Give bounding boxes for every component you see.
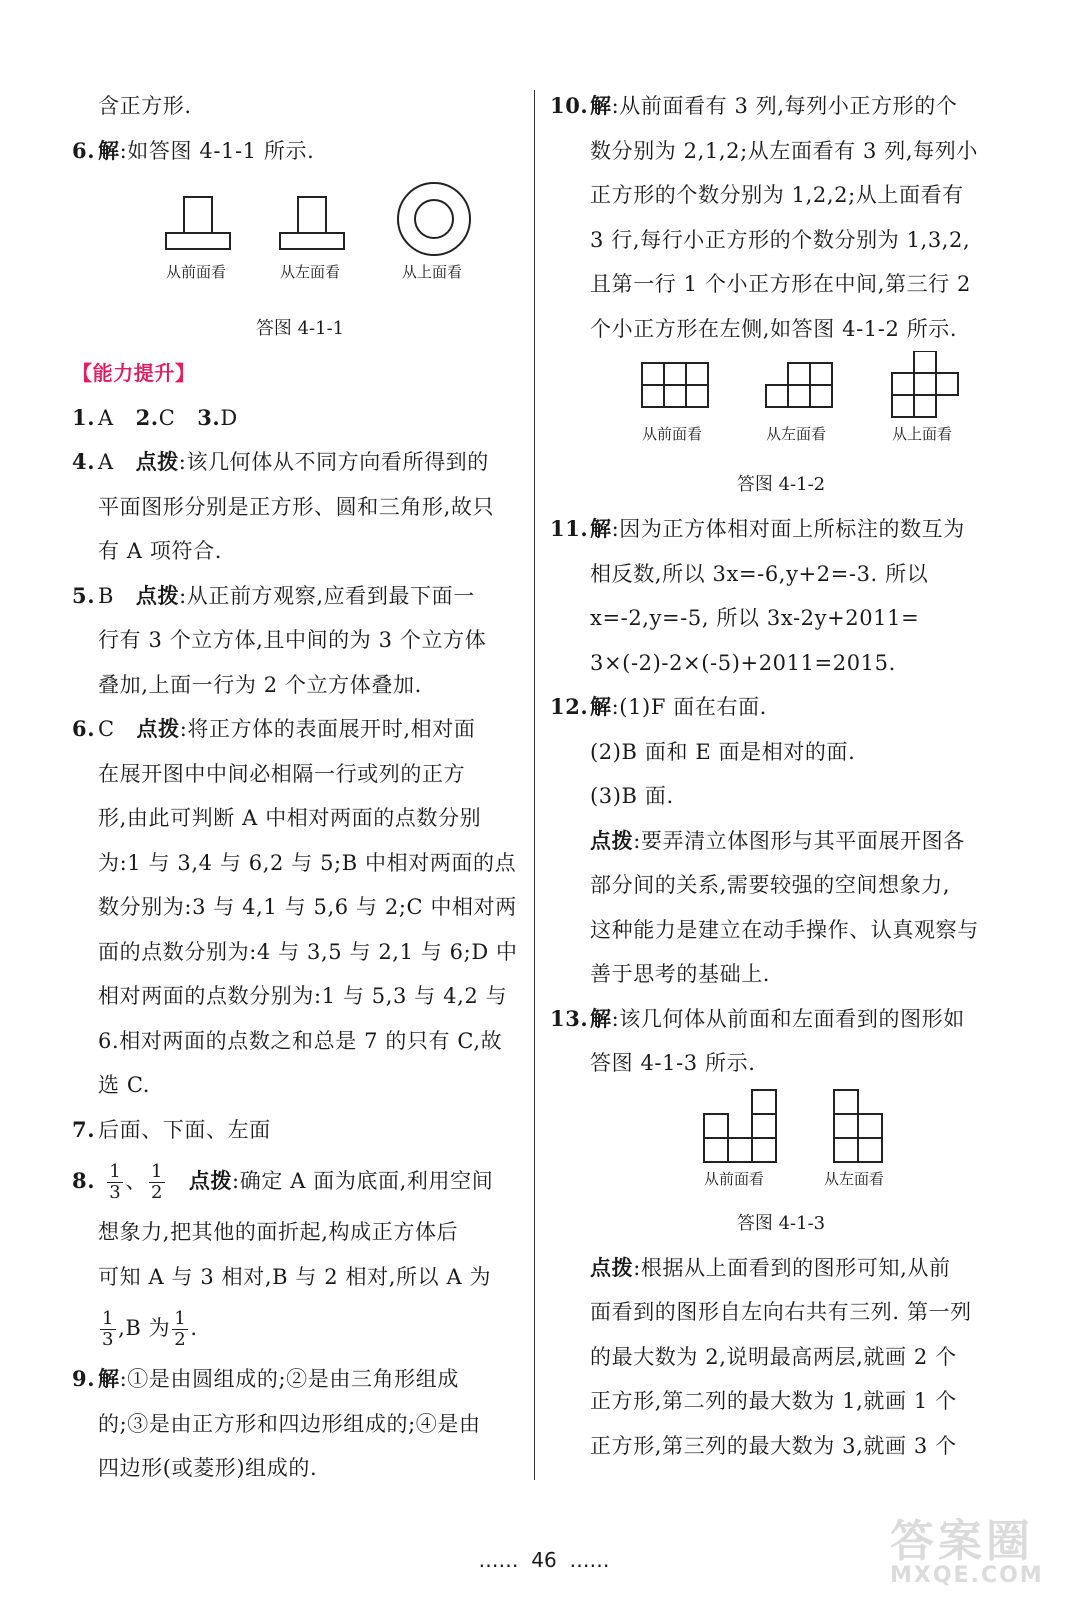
figure-caption: 答图 4-1-3 <box>736 1212 826 1234</box>
figure-4-1-1 <box>72 173 528 313</box>
q5-answer: 5. B 点拨:从正前方观察,应看到最下面一 行有 3 个立方体,且中间的为 3 个立方体 叠加,上面一行为 2 个立方体叠加. <box>72 582 487 697</box>
q7-answer: 7. 后面、下面、左面 <box>72 1116 271 1142</box>
q6b-answer: 6. C 点拨:将正方体的表面展开时,相对面 在展开图中中间必相隔一行或列的正方 形,由此可判断 A 中相对两面的点数分别 为:1 与 3,4 与 6,2 与 5;B 中相对两面的点 数分别为:3 与 4,1 与 5,6 与 2;C 中相对两 面的点数分别为:4 与 3,5 与 2,1 与 6;D 中 相对两面的点数分别为:1 与 5,3 与 4,2 与 6.相对两面的点数之和总是 7 的只有 C,故 选 C. <box>72 716 518 1097</box>
page-number: 46 <box>531 1548 557 1572</box>
caption-front: 从前面看 <box>166 263 227 281</box>
fraction: $\frac{1}{3}$ <box>109 1161 122 1203</box>
text-line: 含正方形. <box>98 94 192 118</box>
figure-caption: 答图 4-1-2 <box>736 474 826 495</box>
figure-caption: 答图 4-1-1 <box>255 318 345 339</box>
q13-answer: 13.解:该几何体从前面和左面看到的图形如 答图 4-1-3 所示. 从前面看 从左面看 答图 4-1-3 点拨:根据从上面看到的图形可知,从前 面看到的图形自左向右共有三列. 第一列 的最大数为 2,说明最高两层,就画 2 个 正方形,第二列的最大数为 1,就画 1 个 正方形,第三列的最大数为 3,就画 3 个 <box>550 997 1012 1469</box>
right-column <box>550 84 1012 1468</box>
top-view-inner-circle <box>415 200 453 238</box>
figure-4-1-2-drawing <box>550 351 1012 475</box>
caption-top: 从上面看 <box>892 425 953 443</box>
q10-answer: 10.解:从前面看有 3 列,每列小正方形的个 数分别为 2,1,2;从左面看有 3 列,每列小 正方形的个数分别为 1,2,2;从上面看有 3 行,每行小正方形的个数分别为 1,3,2, 且第一行 1 个小正方形在中间,第三行 2 个小正方形在左侧,如答图 4-1-2 所示. <box>550 93 978 341</box>
caption-top: 从上面看 <box>402 263 463 281</box>
caption-front: 从前面看 <box>704 1169 765 1188</box>
left-column <box>72 84 528 1491</box>
figure-4-1-3 <box>550 1086 1012 1214</box>
q12-answer: 12.解:(1)F 面在右面. (2)B 面和 E 面是相对的面. (3)B 面. 点拨:要弄清立体图形与其平面展开图各 部分间的关系,需要较强的空间想象力, 这种能力是建立在动手操作、认真观察与 善于思考的基础上. <box>550 694 979 986</box>
caption-left: 从左面看 <box>766 425 827 443</box>
q1-3-answers: 1. A 2.C 3.D <box>72 404 238 430</box>
watermark-logo: 答案圈 MXQE.COM <box>890 1516 1044 1588</box>
column-divider <box>534 90 535 1480</box>
top-view-outer-circle <box>398 183 470 255</box>
front-view-base <box>166 233 230 249</box>
figure-4-1-2 <box>550 351 1012 475</box>
q11-answer: 11.解:因为正方体相对面上所标注的数互为 相反数,所以 3x=-6,y+2=-3. 所以 x=-2,y=-5, 所以 3x-2y+2011= 3×(-2)-2×(-5)+2011=2015. <box>550 516 965 675</box>
q4-answer: 4. A 点拨:该几何体从不同方向看所得到的 平面图形分别是正方形、圆和三角形,故只 有 A 项符合. <box>72 449 495 563</box>
left-view-top <box>298 197 326 233</box>
q8-answer: 8. $\frac{1}{3}$ 、 $\frac{1}{2}$ 点拨:确定 A 面为底面,利用空间 想象力,把其他的面折起,构成正方体后 可知 A 与 3 相对,B 与 2 相对,所以 A 为 $\frac{1}{3}$ ,B 为 $\frac{1}{2}$ . <box>72 1161 494 1350</box>
front-view-top <box>184 197 212 233</box>
q6-answer: 6. 解:如答图 4-1-1 所示. <box>72 137 315 163</box>
fraction: $\frac{1}{2}$ <box>174 1308 187 1350</box>
left-view-base <box>280 233 344 249</box>
caption-left: 从左面看 <box>824 1169 885 1188</box>
fraction: $\frac{1}{3}$ <box>102 1308 115 1350</box>
section-heading: 【能力提升】 <box>72 361 196 385</box>
caption-front: 从前面看 <box>642 425 703 443</box>
q9-answer: 9. 解:①是由圆组成的;②是由三角形组成 的;③是由正方形和四边形组成的;④是由 四边形(或菱形)组成的. <box>72 1366 481 1480</box>
figure-4-1-3-drawing <box>550 1086 1012 1214</box>
page-footer: …… 46 …… <box>478 1548 610 1572</box>
fraction: $\frac{1}{2}$ <box>150 1161 164 1203</box>
figure-4-1-1-drawing <box>72 173 528 313</box>
caption-left: 从左面看 <box>280 263 341 281</box>
